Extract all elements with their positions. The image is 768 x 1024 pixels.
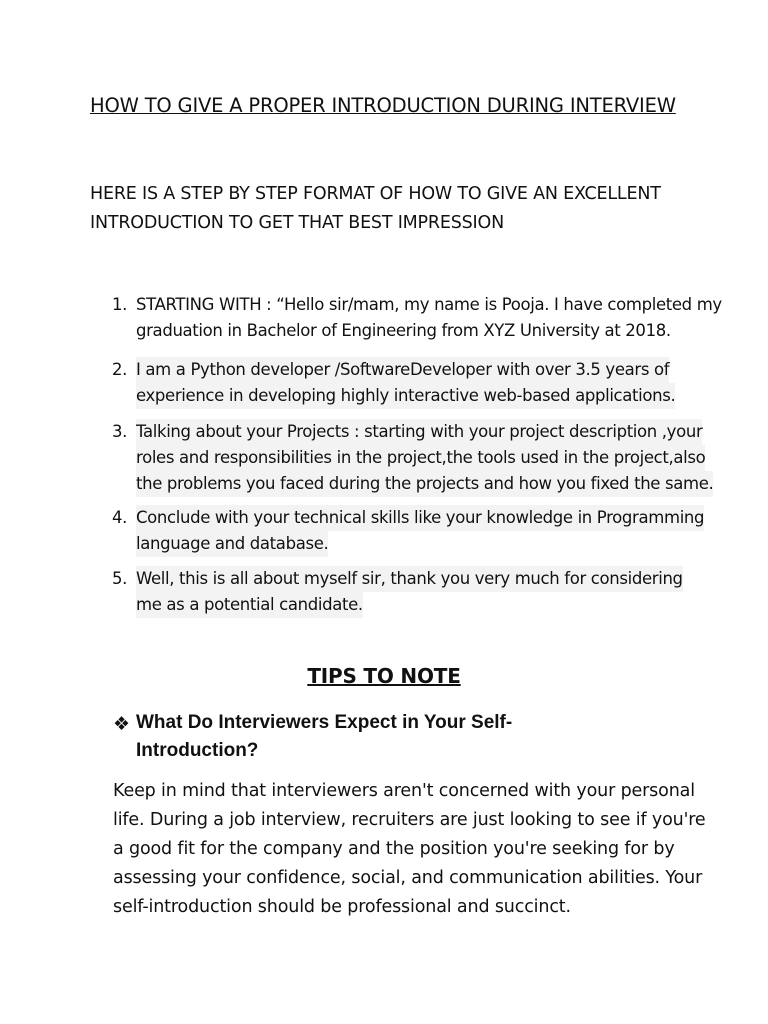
step-text xyxy=(136,566,696,618)
intro-line: INTRODUCTION TO GET THAT BEST IMPRESSION xyxy=(90,213,504,233)
document-title: HOW TO GIVE A PROPER INTRODUCTION DURING INTERVIEW xyxy=(90,94,676,117)
step-line: Talking about your Projects : starting with your project description ,your xyxy=(136,419,702,445)
step-line: me as a potential candidate. xyxy=(136,592,363,618)
step-number: 3. xyxy=(112,422,128,441)
step-line: experience in developing highly interactive web-based applications. xyxy=(136,383,675,409)
intro-line: HERE IS A STEP BY STEP FORMAT OF HOW TO GIVE AN EXCELLENT xyxy=(90,184,661,204)
step-line: graduation in Bachelor of Engineering from XYZ University at 2018. xyxy=(136,321,671,340)
diamond-bullet-icon: ❖ xyxy=(113,713,131,735)
step-line: Conclude with your technical skills like your knowledge in Programming xyxy=(136,505,704,531)
tip-line: a good fit for the company and the position you're seeking for by xyxy=(113,839,675,859)
tip-question-line: What Do Interviewers Expect in Your Self- xyxy=(136,712,513,733)
step-number: 5. xyxy=(112,569,128,588)
step-text xyxy=(136,419,714,497)
tip-paragraph xyxy=(113,777,733,922)
step-line: I am a Python developer /SoftwareDeveloper with over 3.5 years of xyxy=(136,357,669,383)
step-number: 2. xyxy=(112,360,128,379)
step-text xyxy=(136,505,705,557)
step-number: 1. xyxy=(112,295,128,314)
tip-line: life. During a job interview, recruiters are just looking to see if you're xyxy=(113,810,706,830)
step-text xyxy=(136,292,722,344)
step-line: the problems you faced during the projects and how you fixed the same. xyxy=(136,471,713,497)
tip-line: self-introduction should be professional and succinct. xyxy=(113,897,571,917)
step-line: STARTING WITH : “Hello sir/mam, my name is Pooja. I have completed my xyxy=(136,295,722,314)
step-text xyxy=(136,357,696,409)
tips-heading: TIPS TO NOTE xyxy=(307,664,461,688)
step-line: roles and responsibilities in the project,the tools used in the project,also xyxy=(136,445,705,471)
step-line: language and database. xyxy=(136,531,328,557)
tip-question-line: Introduction? xyxy=(136,740,259,761)
tip-line: Keep in mind that interviewers aren't concerned with your personal xyxy=(113,781,695,801)
step-number: 4. xyxy=(112,508,128,527)
tip-question-heading xyxy=(136,709,576,765)
intro-paragraph xyxy=(90,180,710,238)
step-line: Well, this is all about myself sir, thank you very much for considering xyxy=(136,566,683,592)
tip-line: assessing your confidence, social, and communication abilities. Your xyxy=(113,868,703,888)
